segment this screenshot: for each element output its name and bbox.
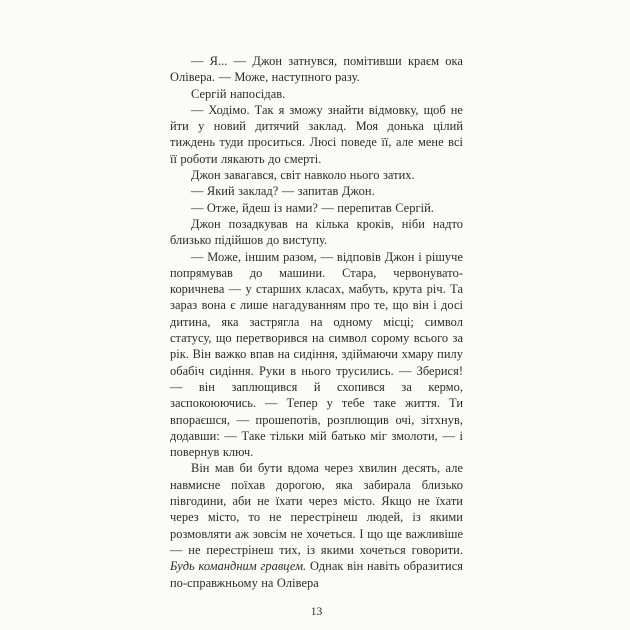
text-run: — Ходімо. Так я зможу знайти відмовку, щоб не йти у новий дитячий заклад. Моя донька цілий тиждень туди проситься. Люсі поведе її, але мене всі її роботи лякають до смерті. [170,102,463,166]
paragraph [170,53,463,86]
text-run: — Може, іншим разом, — відповів Джон і рішуче попрямував до машини. Стара, червонувато-коричнева — у старших класах, мабуть, крута річ. Та зараз вона є лише нагадуванням про те, що він і досі дитина, яка застрягла на одному місці; символ статусу, що перетворився на символ сорому всього за рік. Він важко впав на сидіння, здіймаючи хмару пилу обабіч сидіння. Руки в нього трусились. — Зберися! — він заплющився й схопився за кермо, заспокоюючись. — Тепер у тебе таке життя. Ти впораєшся, — прошепотів, розплющив очі, зітхнув, додавши: — Таке тільки мій батько міг змолоти, — і повернув ключ. [170,249,463,460]
paragraph [170,249,463,461]
paragraph [170,86,463,102]
text-run: Він мав би бути вдома через хвилин десять, але навмисне поїхав дорогою, яка забирала близько півгодини, аби не їхати через місто. Якщо не їхати через місто, то не перестрінеш людей, із якими розмовляти аж зовсім не хочеться. І що ще важливіше — не перестрінеш тих, із якими хочеться говорити. [170,461,463,557]
text-run: — Отже, йдеш із нами? — перепитав Сергій. [191,200,434,215]
text-run: Однак він навіть образитися по-справжньому на Олівера [170,559,464,590]
paragraph [170,460,463,590]
text-run: Джон позадкував на кілька кроків, ніби надто близько підійшов до виступу. [170,216,463,248]
text-run: — Я... — Джон затнувся, помітивши краєм ока Олівера. — Може, наступного разу. [170,54,463,85]
page-number: 13 [310,606,323,618]
paragraph [170,183,463,199]
paragraph [170,200,463,216]
text-run: — Який заклад? — запитав Джон. [191,184,375,199]
italic-text-run: Будь командним гравцем. [170,559,307,574]
paragraph [170,216,463,249]
text-run: Джон завагався, світ навколо нього затих. [191,168,415,183]
paragraph [170,167,463,183]
text-run: Сергій напосідав. [191,86,286,101]
text-block [170,53,463,591]
paragraph [170,102,463,167]
